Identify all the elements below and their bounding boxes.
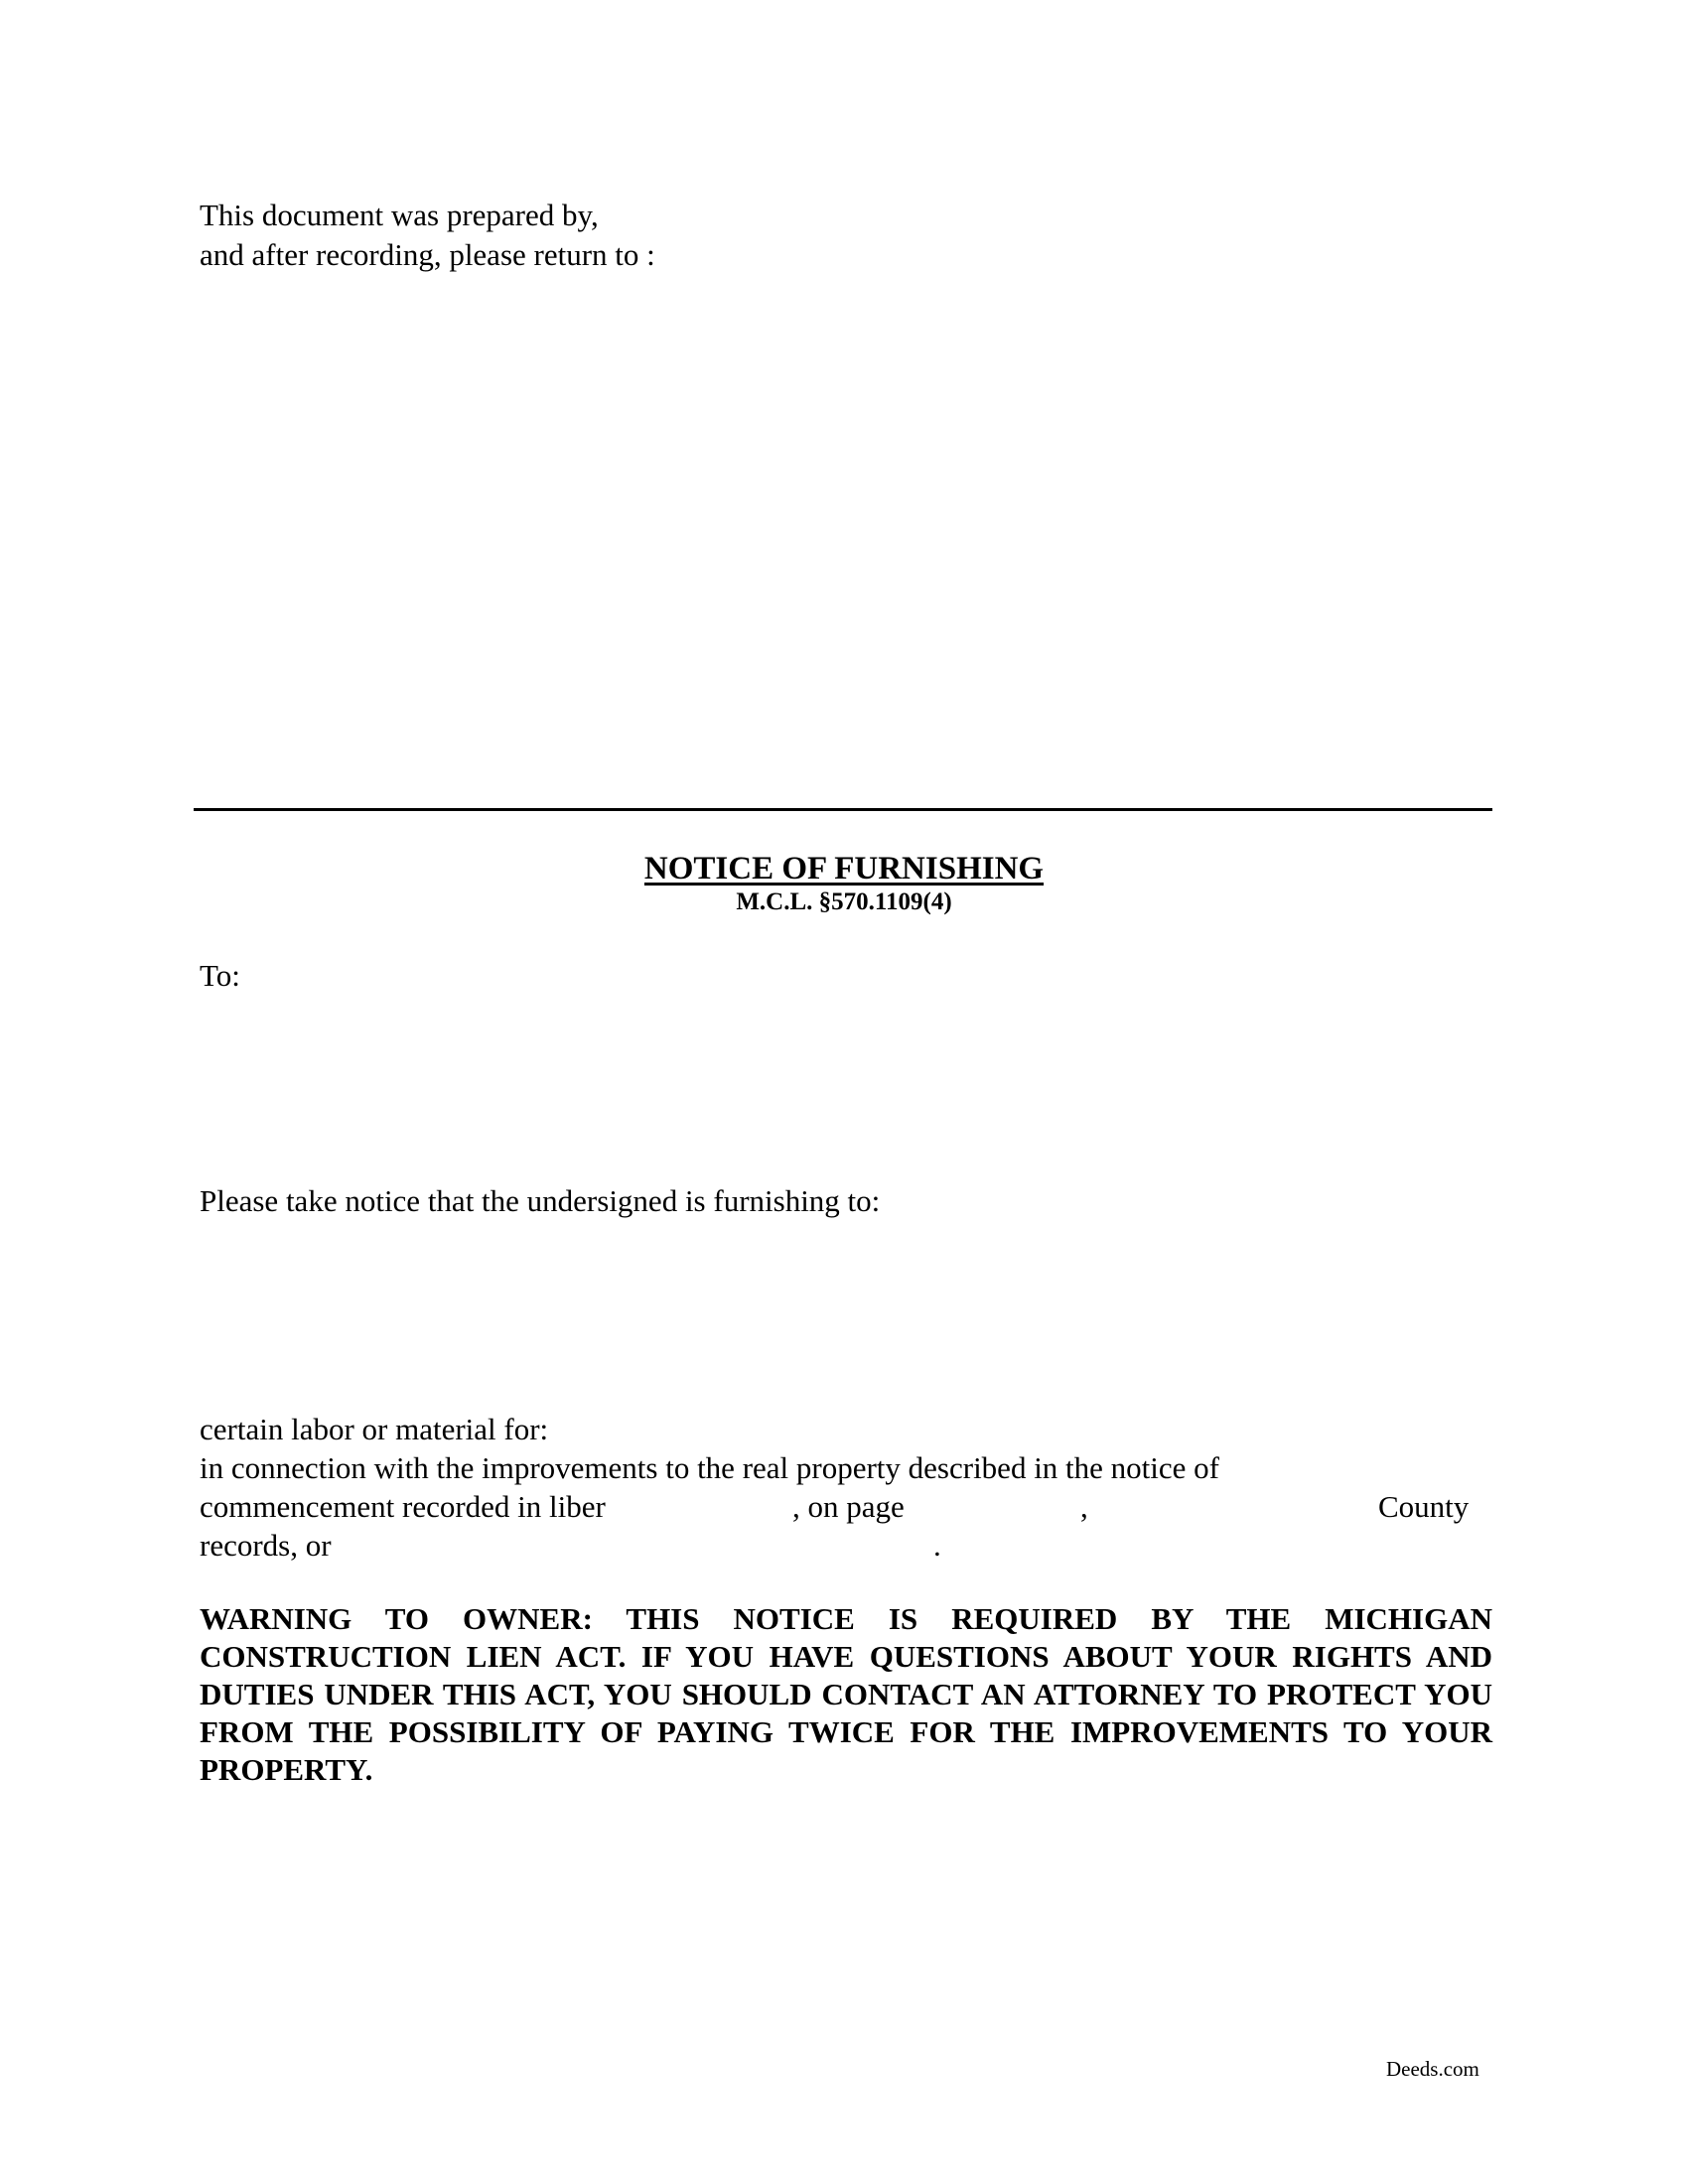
liber-text: commencement recorded in liber <box>200 1489 606 1524</box>
connection-line: in connection with the improvements to the real property described in the notice of <box>200 1450 1219 1485</box>
notice-intro: Please take notice that the undersigned is furnishing to: <box>200 1183 881 1218</box>
page-text: , on page <box>792 1489 905 1524</box>
owner-warning: WARNING TO OWNER: THIS NOTICE IS REQUIRED BY THE MICHIGAN CONSTRUCTION LIEN ACT. IF YOU HAVE QUESTIONS ABOUT YOUR RIGHTS AND DUTIES UNDER THIS ACT, YOU SHOULD CONTACT AN ATTORNEY TO PROTECT YOU FROM THE POSSIBILITY OF PAYING TWICE FOR THE IMPROVEMENTS TO YOUR PROPERTY. <box>200 1601 1492 1787</box>
county-text: County <box>1378 1489 1470 1524</box>
records-or-text: records, or <box>200 1528 332 1563</box>
to-label: To: <box>200 958 240 993</box>
document-title: NOTICE OF FURNISHING <box>643 851 1045 887</box>
liber-line <box>200 1487 1490 1527</box>
return-to-line: and after recording, please return to : <box>200 237 655 272</box>
prepared-by-line: This document was prepared by, <box>200 198 599 232</box>
records-line <box>200 1526 1490 1566</box>
sentence-period: . <box>933 1528 941 1563</box>
footer-brand: Deeds.com <box>1386 2057 1479 2081</box>
statute-citation: M.C.L. §570.1109(4) <box>736 888 952 915</box>
comma-separator: , <box>1080 1489 1088 1524</box>
horizontal-divider <box>194 808 1492 811</box>
prepared-by-block <box>200 196 655 275</box>
labor-material-line: certain labor or material for: <box>200 1412 549 1446</box>
